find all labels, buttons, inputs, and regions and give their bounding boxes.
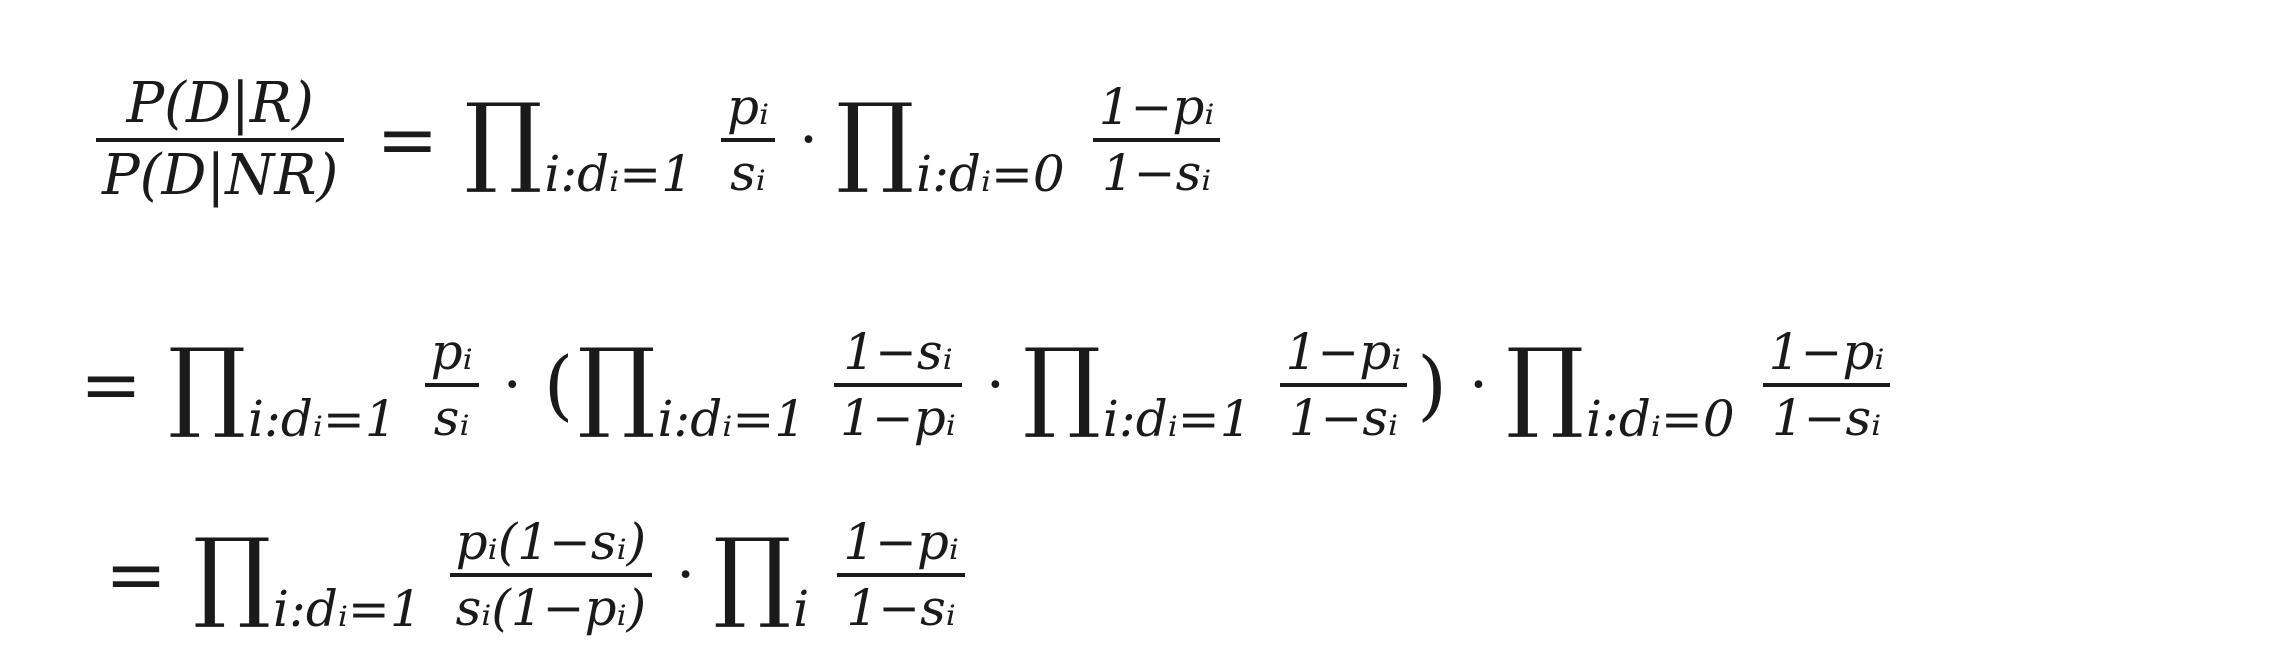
fraction-denominator: 1−sᵢ (1288, 389, 1399, 447)
fraction-bar (450, 573, 653, 577)
fraction-bar (425, 383, 479, 387)
product-operator (1506, 328, 1735, 448)
multiplication-dot: · (799, 105, 819, 175)
lhs-fraction (96, 70, 344, 208)
fraction-bar (96, 138, 344, 142)
fraction (721, 80, 775, 200)
fraction (1763, 325, 1891, 445)
product-symbol: ∏ (1022, 328, 1101, 442)
product-symbol: ∏ (1506, 328, 1585, 442)
fraction (837, 515, 965, 635)
lhs-denominator: P(D|NR) (102, 143, 339, 208)
fraction (450, 515, 653, 635)
multiplication-dot: · (985, 350, 1005, 420)
multiplication-dot: · (1468, 350, 1489, 420)
fraction-numerator: 1−pᵢ (1098, 78, 1215, 136)
fraction-numerator: pᵢ(1−sᵢ) (455, 513, 647, 571)
product-symbol: ∏ (577, 328, 656, 442)
fraction-denominator: 1−sᵢ (1771, 389, 1882, 447)
multiplication-dot: · (676, 540, 696, 610)
product-operator (713, 518, 810, 638)
product-operator (168, 328, 397, 448)
fraction-numerator: pᵢ (726, 78, 770, 136)
fraction-denominator: sᵢ (730, 144, 766, 202)
fraction-numerator: 1−pᵢ (843, 513, 959, 571)
equation-line-2 (80, 300, 1896, 470)
product-operator (577, 328, 807, 448)
product-symbol: ∏ (464, 83, 543, 197)
product-operator (1022, 328, 1252, 448)
product-operator (464, 83, 693, 203)
fraction-denominator: 1−sᵢ (1101, 144, 1212, 202)
fraction-denominator: 1−sᵢ (846, 579, 956, 637)
product-subscript: i:dᵢ=1 (1102, 390, 1252, 448)
left-paren: ( (543, 340, 574, 429)
fraction-numerator: 1−pᵢ (1285, 323, 1402, 381)
right-paren: ) (1417, 340, 1447, 429)
product-subscript: i:dᵢ=1 (248, 390, 397, 448)
equals-sign: = (80, 342, 143, 428)
equals-sign: = (376, 97, 439, 183)
fraction-bar (837, 573, 965, 577)
product-subscript: i:dᵢ=1 (273, 580, 422, 638)
lhs-numerator: P(D|R) (126, 70, 314, 136)
fraction-bar (1280, 383, 1408, 387)
fraction-denominator: sᵢ(1−pᵢ) (455, 579, 647, 637)
equation-line-1 (90, 55, 1226, 225)
fraction (1280, 325, 1408, 445)
product-symbol: ∏ (836, 83, 915, 197)
fraction-denominator: 1−pᵢ (840, 389, 956, 447)
fraction (1093, 80, 1221, 200)
fraction-bar (1763, 383, 1891, 387)
fraction-bar (1093, 138, 1221, 142)
fraction-bar (834, 383, 962, 387)
product-operator (193, 518, 422, 638)
multiplication-dot: · (502, 350, 522, 420)
product-operator (836, 83, 1065, 203)
fraction (834, 325, 962, 445)
fraction (425, 325, 479, 445)
equation-line-3 (105, 490, 971, 660)
fraction-numerator: pᵢ (430, 323, 473, 381)
product-subscript: i:dᵢ=1 (544, 145, 693, 203)
fraction-denominator: sᵢ (433, 389, 470, 447)
fraction-numerator: 1−sᵢ (843, 323, 953, 381)
product-symbol: ∏ (713, 518, 792, 632)
product-symbol: ∏ (168, 328, 247, 442)
product-subscript: i:dᵢ=0 (916, 145, 1065, 203)
equals-sign: = (105, 532, 168, 618)
product-subscript: i:dᵢ=0 (1586, 390, 1735, 448)
product-subscript: i (793, 580, 810, 638)
product-symbol: ∏ (193, 518, 272, 632)
product-subscript: i:dᵢ=1 (657, 390, 807, 448)
fraction-numerator: 1−pᵢ (1768, 323, 1885, 381)
fraction-bar (721, 138, 775, 142)
